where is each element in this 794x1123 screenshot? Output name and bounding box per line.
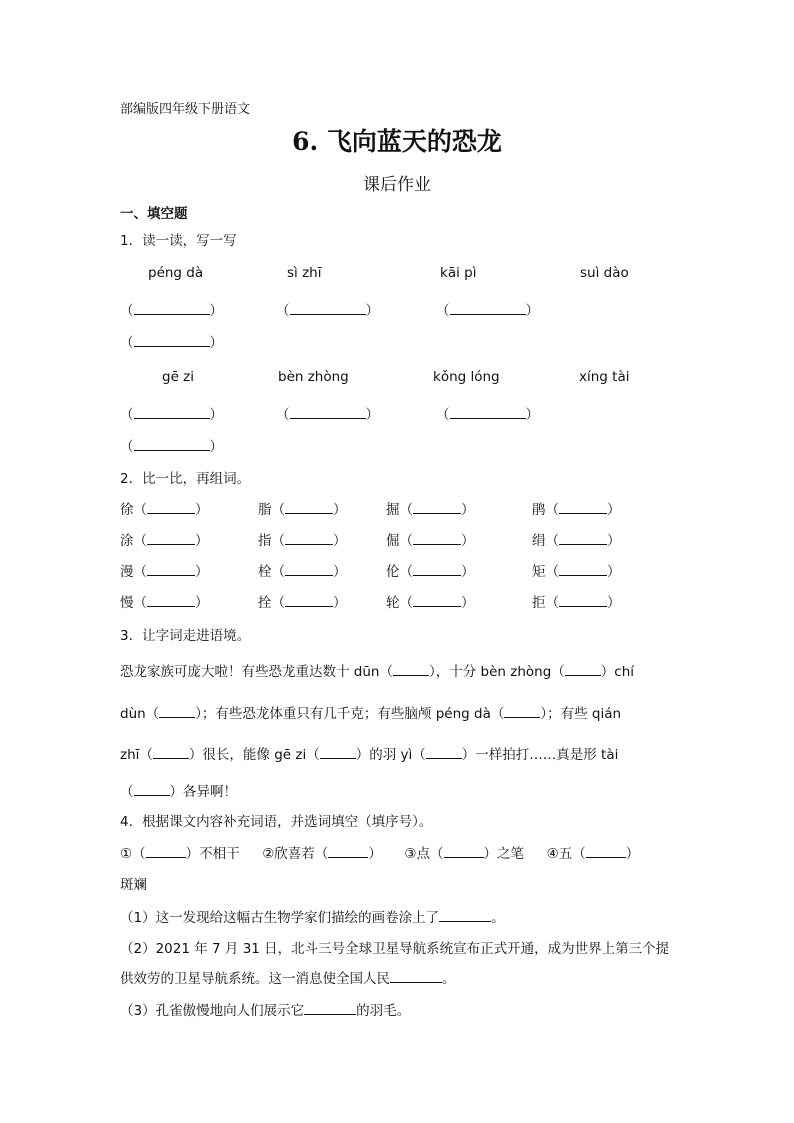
- compare-row: [120, 529, 680, 549]
- compare-cell[interactable]: 轮（ ）: [386, 595, 475, 611]
- grade-label: 部编版四年级下册语文: [120, 102, 251, 117]
- answer-blank[interactable]: （ ）: [120, 407, 223, 423]
- compare-cell[interactable]: 倔（ ）: [386, 533, 475, 549]
- pinyin-item: suì dào: [580, 265, 629, 281]
- idiom-2: ②欣喜若（ ）: [262, 846, 382, 862]
- sentence-2-continued: 供效劳的卫星导航系统。这一消息使全国人民 。: [120, 971, 456, 987]
- question-4-prompt: 4．根据课文内容补充词语，并选词填空（填序号）。: [120, 814, 433, 830]
- answer-blank[interactable]: [146, 845, 186, 858]
- answer-blank[interactable]: [586, 845, 626, 858]
- answer-blank[interactable]: [159, 705, 195, 718]
- pinyin-item: péng dà: [148, 265, 204, 281]
- answer-blank[interactable]: [304, 1002, 356, 1015]
- idiom-3: ③点（ ）之笔: [404, 846, 525, 862]
- answer-blank[interactable]: [134, 783, 170, 796]
- idiom-1: ①（ ）不相干: [120, 846, 240, 862]
- question-1-prompt: 1．读一读，写一写: [120, 233, 237, 249]
- answer-blank[interactable]: （ ）: [120, 335, 223, 351]
- answer-blank[interactable]: （ ）: [276, 407, 379, 423]
- answer-blank[interactable]: [153, 746, 189, 759]
- sentence-2: （2）2021 年 7 月 31 日，北斗三号全球卫星导航系统宣布正式开通，成为世界上第三个提: [120, 941, 670, 957]
- question-3-prompt: 3．让字词走进语境。: [120, 628, 251, 644]
- compare-cell[interactable]: 绢（ ）: [532, 533, 621, 549]
- compare-cell[interactable]: 栓（ ）: [258, 564, 347, 580]
- compare-row: [120, 560, 680, 580]
- answer-blank[interactable]: （ ）: [120, 303, 223, 319]
- compare-row: [120, 498, 680, 518]
- pinyin-item: kāi pì: [440, 265, 477, 281]
- compare-cell[interactable]: 漫（ ）: [120, 564, 209, 580]
- compare-cell[interactable]: 拒（ ）: [532, 595, 621, 611]
- idiom-options: [120, 842, 680, 862]
- context-line: （ ）各异啊！: [120, 784, 237, 800]
- compare-cell[interactable]: 慢（ ）: [120, 595, 209, 611]
- answer-blank[interactable]: （ ）: [120, 439, 223, 455]
- answer-blank[interactable]: [426, 746, 462, 759]
- compare-cell[interactable]: 脂（ ）: [258, 502, 347, 518]
- answer-blank[interactable]: [328, 845, 368, 858]
- answer-blank[interactable]: （ ）: [276, 303, 379, 319]
- page-subtitle: 课后作业: [363, 175, 431, 195]
- compare-cell[interactable]: 鹃（ ）: [532, 502, 621, 518]
- answer-blank[interactable]: （ ）: [436, 407, 539, 423]
- sentence-1: （1）这一发现给这幅古生物学家们描绘的画卷涂上了 。: [120, 910, 505, 926]
- question-2-prompt: 2．比一比，再组词。: [120, 471, 251, 487]
- answer-blank[interactable]: （ ）: [436, 303, 539, 319]
- compare-cell[interactable]: 徐（ ）: [120, 502, 209, 518]
- idiom-4-continuation: 斑斓: [120, 877, 147, 893]
- answer-blank[interactable]: [504, 705, 540, 718]
- pinyin-item: gē zi: [162, 369, 195, 385]
- compare-cell[interactable]: 掘（ ）: [386, 502, 475, 518]
- compare-cell[interactable]: 涂（ ）: [120, 533, 209, 549]
- context-line: zhī（ ）很长，能像 gē zi（ ）的羽 yì（ ）一样拍打……真是形 tài: [120, 747, 619, 763]
- sentence-3: （3）孔雀傲慢地向人们展示它 的羽毛。: [120, 1003, 411, 1019]
- answer-blank[interactable]: [565, 663, 601, 676]
- answer-blank[interactable]: [390, 970, 442, 983]
- pinyin-item: bèn zhòng: [278, 369, 349, 385]
- compare-cell[interactable]: 指（ ）: [258, 533, 347, 549]
- pinyin-item: sì zhī: [287, 265, 322, 281]
- answer-blank[interactable]: [320, 746, 356, 759]
- context-line: dùn（ ）；有些恐龙体重只有几千克；有些脑颅 péng dà（ ）；有些 qián: [120, 706, 622, 722]
- pinyin-item: xíng tài: [579, 369, 630, 385]
- answer-blank[interactable]: [393, 663, 429, 676]
- compare-cell[interactable]: 伦（ ）: [386, 564, 475, 580]
- context-line: 恐龙家族可庞大啦！有些恐龙重达数十 dūn（ ），十分 bèn zhòng（ ）chí: [120, 664, 635, 680]
- pinyin-item: kǒng lóng: [433, 369, 500, 385]
- answer-blank[interactable]: [444, 845, 484, 858]
- page-title: 6. 飞向蓝天的恐龙: [292, 127, 502, 156]
- compare-cell[interactable]: 拴（ ）: [258, 595, 347, 611]
- section-heading: 一、填空题: [120, 206, 188, 222]
- compare-row: [120, 591, 680, 611]
- idiom-4: ④五（ ）: [546, 846, 640, 862]
- answer-blank[interactable]: [439, 909, 491, 922]
- compare-cell[interactable]: 矩（ ）: [532, 564, 621, 580]
